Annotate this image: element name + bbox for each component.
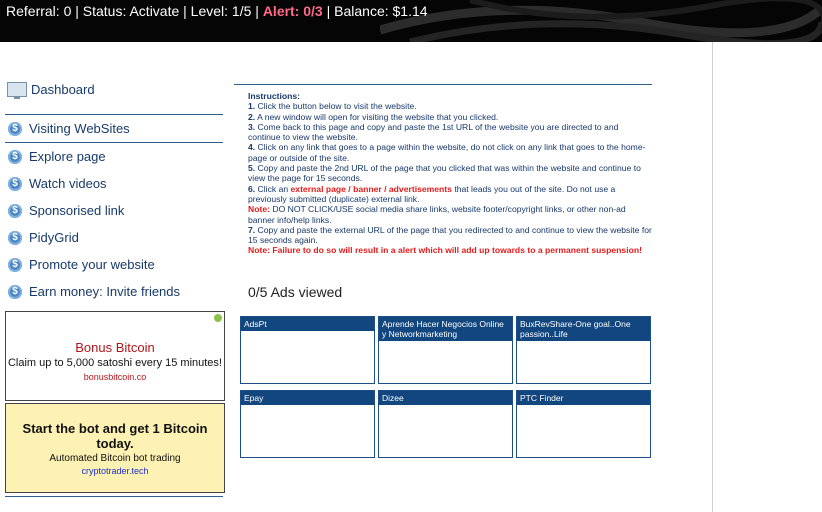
coin-icon: $ bbox=[8, 150, 22, 164]
coin-icon: $ bbox=[8, 285, 22, 299]
sidebar-item-label: Earn money: Invite friends bbox=[29, 284, 181, 299]
sidebar-item-pidygrid[interactable] bbox=[5, 224, 225, 251]
ad-card-title: Epay bbox=[241, 391, 374, 405]
instruction-step: 2. A new window will open for visiting the website that you clicked. bbox=[248, 111, 499, 122]
ad-title: Bonus Bitcoin bbox=[75, 340, 155, 355]
instructions bbox=[248, 91, 653, 256]
sidebar-item-visiting-websites[interactable] bbox=[5, 115, 225, 142]
ad-text: Claim up to 5,000 satoshi every 15 minutes! bbox=[7, 357, 222, 369]
sidebar-item-promote-website[interactable] bbox=[5, 251, 225, 278]
ad-card[interactable] bbox=[516, 316, 651, 384]
ad-card[interactable] bbox=[378, 390, 513, 458]
ad-card-title: Aprende Hacer Negocios Online y Networkmarketing bbox=[379, 317, 512, 341]
instruction-step: 7. Copy and paste the external URL of the page that you redirected to and continue to view the website for 15 seconds again. bbox=[248, 224, 652, 246]
instruction-step: 3. Come back to this page and copy and paste the 1st URL of the website you are directed to and continue to view the website. bbox=[248, 121, 619, 143]
sidebar-item-sponsorised-link[interactable] bbox=[5, 197, 225, 224]
ad-text: Automated Bitcoin bot trading bbox=[49, 453, 181, 464]
instruction-note: Note: DO NOT CLICK/USE social media share links, website footer/copyright links, or other non-ad banner info/help links. bbox=[248, 204, 626, 225]
ad-url: cryptotrader.tech bbox=[81, 466, 149, 476]
sidebar bbox=[5, 78, 225, 493]
coin-icon: $ bbox=[8, 258, 22, 272]
divider bbox=[5, 496, 223, 497]
bonus-bitcoin-ad[interactable] bbox=[5, 311, 225, 401]
sidebar-item-label: Dashboard bbox=[31, 81, 95, 97]
ad-card[interactable] bbox=[240, 390, 375, 458]
instruction-step: 1. Click the button below to visit the website. bbox=[248, 101, 417, 112]
sidebar-item-explore-page[interactable] bbox=[5, 143, 225, 170]
cryptotrader-ad[interactable] bbox=[5, 403, 225, 493]
ads-viewed-count: 0/5 Ads viewed bbox=[248, 284, 343, 300]
instructions-heading: Instructions: bbox=[248, 91, 301, 101]
ad-card[interactable] bbox=[240, 316, 375, 384]
coin-icon: $ bbox=[8, 177, 22, 191]
instruction-step: 4. Click on any link that goes to a page within the website, do not click on any link that goes to the home-page or outside of the site. bbox=[248, 142, 646, 163]
monitor-icon bbox=[7, 82, 27, 97]
stats-text: Referral: 0 | Status: Activate | Level: 1/5 | bbox=[6, 3, 263, 19]
coin-icon: $ bbox=[8, 122, 22, 136]
ad-card-title: BuxRevShare-One goal..One passion..Life bbox=[517, 317, 650, 341]
ad-url: bonusbitcoin.co bbox=[83, 372, 147, 382]
sidebar-item-label: Explore page bbox=[29, 149, 106, 164]
instruction-step: 5. Copy and paste the 2nd URL of the page that you clicked that was within the website and continue to view the page for 15 seconds. bbox=[248, 163, 641, 184]
coin-icon: $ bbox=[8, 231, 22, 245]
sidebar-item-label: Sponsorised link bbox=[29, 203, 125, 218]
balance-text: | Balance: $1.14 bbox=[322, 3, 428, 19]
ad-title: Start the bot and get 1 Bitcoin today. bbox=[22, 421, 208, 451]
sidebar-item-dashboard[interactable] bbox=[5, 78, 225, 100]
header-decoration bbox=[380, 0, 822, 42]
ad-card[interactable] bbox=[378, 316, 513, 384]
sidebar-item-watch-videos[interactable] bbox=[5, 170, 225, 197]
account-stats bbox=[6, 3, 428, 19]
ad-info-icon[interactable] bbox=[214, 314, 222, 322]
sidebar-item-label: PidyGrid bbox=[29, 230, 79, 245]
ad-card[interactable] bbox=[516, 390, 651, 458]
top-status-bar bbox=[0, 0, 822, 42]
ad-card-title: PTC Finder bbox=[517, 391, 650, 405]
sidebar-item-label: Visiting WebSites bbox=[29, 121, 130, 136]
coin-icon: $ bbox=[8, 204, 22, 218]
sidebar-item-label: Promote your website bbox=[29, 257, 155, 272]
instruction-warning: Note: Failure to do so will result in a alert which will add up towards to a permanent suspension! bbox=[248, 245, 642, 256]
content-top-rule bbox=[234, 84, 652, 91]
ad-card-title: AdsPt bbox=[241, 317, 374, 331]
sidebar-item-label: Watch videos bbox=[29, 176, 107, 191]
alert-count: Alert: 0/3 bbox=[262, 3, 323, 19]
instruction-step: 6. Click an external page / banner / advertisements that leads you out of the site. Do not use a previously submitted (duplicate) external link. bbox=[248, 183, 616, 204]
ad-card-title: Dizee bbox=[379, 391, 512, 405]
sidebar-item-invite-friends[interactable] bbox=[5, 278, 225, 305]
